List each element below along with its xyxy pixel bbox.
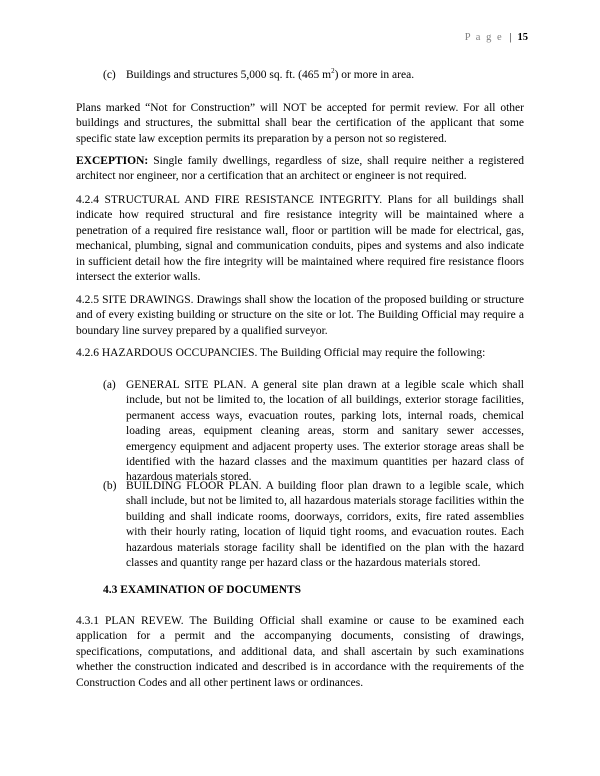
page-number: 15 [517, 32, 528, 43]
list-item-label: (c) [103, 69, 116, 81]
list-item-c [103, 68, 524, 83]
list-item-b [103, 479, 524, 571]
section-4-3-1: 4.3.1 PLAN REVEW. The Building Official shall examine or cause to be examined each application for a permit and the accompanying documents, consisting of drawings, specifications, computations, and additional data, and shall ascertain by such examinations whether the construction indicated and described is in accordance with the requirements of the Construction Codes and all other pertinent laws or ordinances. [76, 615, 524, 689]
page-label: P a g e [464, 32, 504, 43]
exception-text: Single family dwellings, regardless of size, shall require neither a registered architect nor engineer, nor a certification that an architect or engineer is not required. [76, 155, 524, 183]
superscript: 2 [331, 67, 335, 76]
section-heading-4-3: 4.3 EXAMINATION OF DOCUMENTS [103, 584, 302, 596]
list-item-text: GENERAL SITE PLAN. A general site plan drawn at a legible scale which shall include, but not be limited to, the location of all buildings, exterior storage facilities, permanent access ways, evacuation routes, parking lots, internal roads, chemical loading areas, equipment cleaning areas, storm and sanitary sewer accesses, emergency equipment and adjacent property uses. The exterior storage areas shall be identified with the hazard classes and the maximum quantities per hazard class of hazardous materials stored. [126, 379, 524, 484]
exception-label: EXCEPTION: [76, 155, 149, 167]
page-separator: | [509, 32, 512, 43]
section-4-2-5: 4.2.5 SITE DRAWINGS. Drawings shall show the location of the proposed building or structure and of every existing building or structure on the site or lot. The Building Official may require a boundary line survey prepared by a qualified surveyor. [76, 294, 524, 337]
paragraph-exception [76, 154, 524, 185]
list-item-text: BUILDING FLOOR PLAN. A building floor plan drawn to a legible scale, which shall include, but not be limited to, all hazardous materials storage facilities within the building and shall indicate rooms, doorways, corridors, exits, fire rated assemblies with their hourly rating, location of liquid tight rooms, and evacuation routes. Each hazardous materials storage facility shall be identified on the plan with the hazard classes and quantity range per hazard class or the hazardous materials stored. [126, 480, 524, 570]
list-item-text: Buildings and structures 5,000 sq. ft. (465 $m^2$) or more in area. [126, 67, 415, 81]
section-4-2-4: 4.2.4 STRUCTURAL AND FIRE RESISTANCE INTEGRITY. Plans for all buildings shall indicate how required structural and fire resistance integrity will be maintained where a penetration of a required fire resistance wall, floor or partition will be made for electrical, gas, mechanical, plumbing, signal and communication conduits, pipes and systems and also indicate in sufficient detail how the fire integrity will be maintained where required fire resistance floors intersect the exterior walls. [76, 194, 524, 284]
page-header [465, 32, 528, 43]
paragraph-not-for-construction: Plans marked “Not for Construction” will NOT be accepted for permit review. For all other buildings and structures, the submittal shall bear the certification of the applicant that some specific state law exception permits its preparation by a person not so registered. [76, 102, 524, 145]
list-item-a [103, 378, 524, 486]
list-item-label: (b) [103, 480, 117, 492]
list-item-label: (a) [103, 379, 116, 391]
section-4-2-6: 4.2.6 HAZARDOUS OCCUPANCIES. The Building Official may require the following: [76, 347, 486, 359]
